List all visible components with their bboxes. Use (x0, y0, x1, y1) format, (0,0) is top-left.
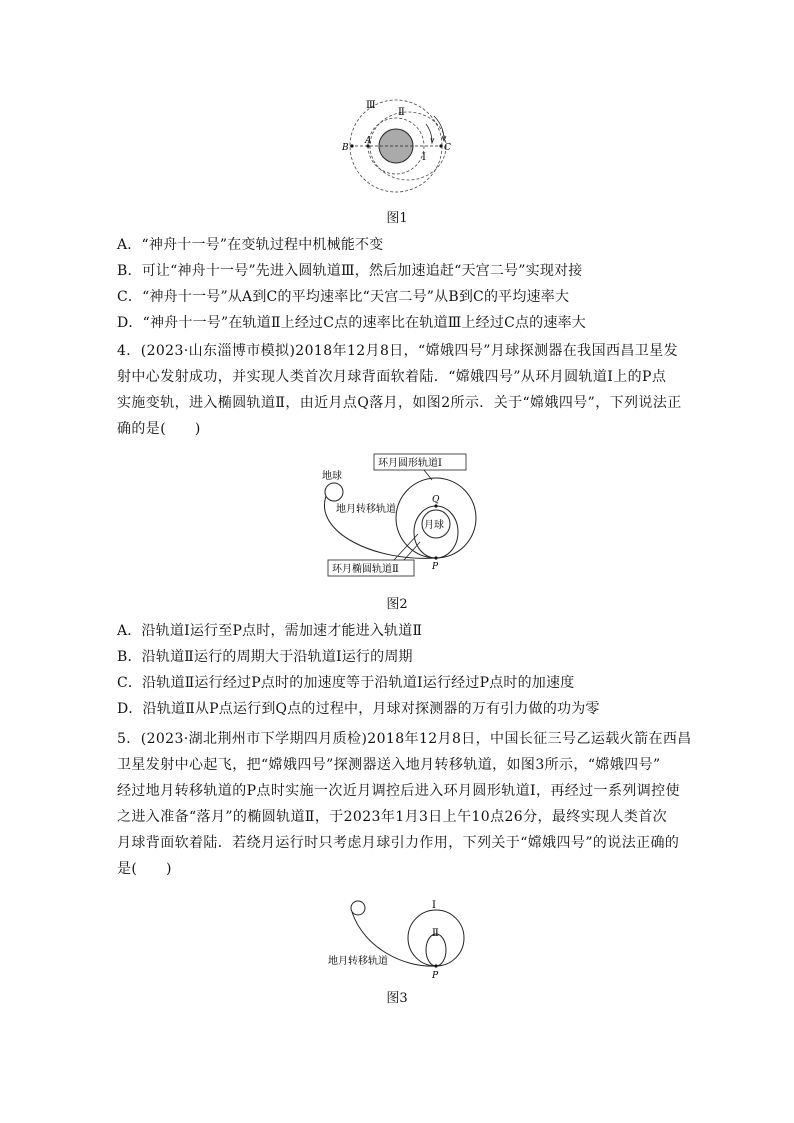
label-ii: Ⅱ (398, 107, 405, 118)
label-c: C (444, 143, 451, 153)
label-elliptical-orbit: 环月椭圆轨道Ⅱ (332, 564, 399, 575)
figure-3-orbits (324, 898, 474, 980)
label-transfer-orbit: 地月转移轨道 (336, 504, 396, 515)
figure-2-caption: 图2 (386, 597, 408, 612)
q4-line-3: 实施变轨，进入椭圆轨道Ⅱ，由近月点Q落月，如图2所示．关于“嫦娥四号”，下列说法正 (117, 395, 682, 411)
figure-1-caption: 图1 (386, 211, 408, 226)
q4-option-a: A．沿轨道Ⅰ运行至P点时，需加速才能进入轨道Ⅱ (117, 623, 423, 639)
q3-option-a: A．“神舟十一号”在变轨过程中机械能不变 (117, 237, 384, 253)
point-p (434, 964, 437, 967)
point-p (434, 556, 437, 559)
earth-circle (325, 483, 343, 501)
label-transfer-orbit: 地月转移轨道 (328, 956, 388, 967)
point-b (350, 144, 353, 147)
q3-option-d: D．“神舟十一号”在轨道Ⅱ上经过C点的速率比在轨道Ⅲ上经过C点的速率大 (117, 315, 586, 331)
q5-line-6: 是( ) (117, 861, 172, 877)
label-q: Q (432, 495, 440, 505)
figure-3-caption: 图3 (386, 991, 408, 1006)
label-moon: 月球 (424, 520, 444, 531)
q3-option-c: C．“神舟十一号”从A到C的平均速率比“天宫二号”从B到C的平均速率大 (117, 289, 570, 305)
q4-stem (117, 338, 682, 442)
label-p: P (432, 971, 439, 980)
q4-option-d: D．沿轨道Ⅱ从P点运行到Q点的过程中，月球对探测器的万有引力做的功为零 (117, 701, 600, 717)
label-p: P (432, 562, 439, 572)
q5-line-1: 5．(2023·湖北荆州市下学期四月质检)2018年12月8日，中国长征三号乙运载火箭在西昌 (117, 731, 692, 747)
label-ii: Ⅱ (432, 928, 439, 939)
q5-line-4: 之进入准备“落月”的椭圆轨道Ⅱ，于2023年1月3日上午10点26分，最终实现人类首次 (117, 809, 668, 825)
q4-option-b: B．沿轨道Ⅱ运行的周期大于沿轨道Ⅰ运行的周期 (117, 649, 413, 665)
q5-line-2: 卫星发射中心起飞，把“嫦娥四号”探测器送入地月转移轨道，如图3所示，“嫦娥四号” (117, 757, 661, 773)
q4-line-2: 射中心发射成功，并实现人类首次月球背面软着陆．“嫦娥四号”从环月圆轨道Ⅰ上的P点 (117, 369, 667, 385)
q4-option-c: C．沿轨道Ⅱ运行经过P点时的加速度等于沿轨道Ⅰ运行经过P点时的加速度 (117, 675, 575, 691)
point-c (439, 144, 442, 147)
label-earth: 地球 (322, 471, 342, 482)
q3-option-b: B．可让“神舟十一号”先进入圆轨道Ⅲ，然后加速追赶“天宫二号”实现对接 (117, 263, 583, 279)
q4-line-4: 确的是( ) (117, 421, 201, 437)
figure-2-orbits (314, 452, 494, 580)
label-b: B (342, 143, 349, 153)
earth-circle (351, 901, 365, 915)
label-a: A (365, 136, 372, 146)
q5-stem (117, 726, 692, 882)
label-iii: Ⅲ (366, 100, 376, 111)
label-circular-orbit: 环月圆形轨道Ⅰ (378, 458, 442, 469)
figure-1-orbits (338, 98, 458, 200)
circular-orbit-i (396, 478, 476, 558)
label-i: Ⅰ (422, 152, 426, 163)
label-i: Ⅰ (432, 900, 436, 911)
q4-line-1: 4．(2023·山东淄博市模拟)2018年12月8日，“嫦娥四号”月球探测器在我国西昌卫星发 (117, 343, 678, 359)
q5-line-3: 经过地月转移轨道的P点时实施一次近月调控后进入环月圆形轨道Ⅰ，再经过一系列调控使 (117, 783, 680, 799)
q5-line-5: 月球背面软着陆．若绕月运行时只考虑月球引力作用，下列关于“嫦娥四号”的说法正确的 (117, 835, 680, 851)
elliptical-orbit-ii (414, 506, 458, 558)
